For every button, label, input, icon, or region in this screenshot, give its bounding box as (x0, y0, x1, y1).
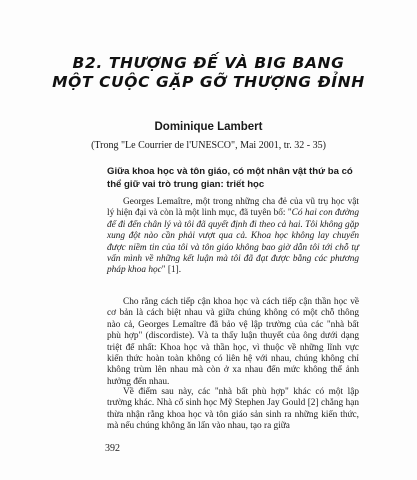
body-paragraph-2 (107, 297, 359, 388)
lemaitre-quote: Có hai con đường để đi đến chân lý và tôi đã quyết định đi theo cả hai. Tôi không gặp xung đột nào cần phải vượt qua cả. Khoa học không lay chuyển được niềm tin của tôi và tôn giáo không bao giờ dẫn tôi tới chỗ tự vấn mình về những kết luận mà tôi đã đạt được bằng các phương pháp khoa học (107, 208, 359, 276)
page-number: 392 (105, 443, 120, 454)
paragraph-1-citation: " [1]. (161, 265, 182, 276)
chapter-title-line2: MỘT CUỘC GẶP GỠ THƯỢNG ĐỈNH (52, 73, 365, 91)
body-paragraph-1 (107, 197, 359, 277)
body-paragraph-3 (107, 387, 359, 433)
source-citation: (Trong "Le Courrier de l'UNESCO", Mai 2001, tr. 32 - 35) (91, 140, 326, 151)
paragraph-3-text: Về điểm sau này, các "nhà bất phù hợp" khác có một lập trường khác. Nhà cổ sinh học Mỹ Stephen Jay Gould [2] chẳng hạn thừa nhận rằng khoa học và tôn giáo sản sinh ra những kiến thức, mà nếu chúng không ăn lấn vào nhau, tạo ra giữa (107, 387, 359, 432)
author-name: Dominique Lambert (154, 121, 263, 133)
chapter-title-line1: B2. THƯỢNG ĐẾ VÀ BIG BANG (72, 54, 345, 72)
paragraph-1-text: Georges Lemaître, một trong những cha đẻ của vũ trụ học vật lý hiện đại và còn là một linh mục, đã tuyên bố: " (107, 197, 359, 219)
lead-paragraph: Giữa khoa học và tôn giáo, có một nhân vật thứ ba có thể giữ vai trò trung gian: triết học (107, 166, 353, 190)
paragraph-2-text: Cho rằng cách tiếp cận khoa học và cách tiếp cận thần học về cơ bản là cách biệt nhau và giữa chúng không có một chỗ thông nào cả, Georges Lemaître đã bảo vệ lập trường của các "nhà bất phù hợp" (discordiste). Và ta thấy luận thuyết của ông dưới dạng triệt để nhất: Khoa học và thần học, vì thuộc về những lĩnh vực kiến thức hoàn toàn không có liên hệ với nhau, chúng không chỉ không trùm lên nhau mà còn ở xa nhau đến mức không thể ảnh hưởng đến nhau. (107, 297, 359, 387)
